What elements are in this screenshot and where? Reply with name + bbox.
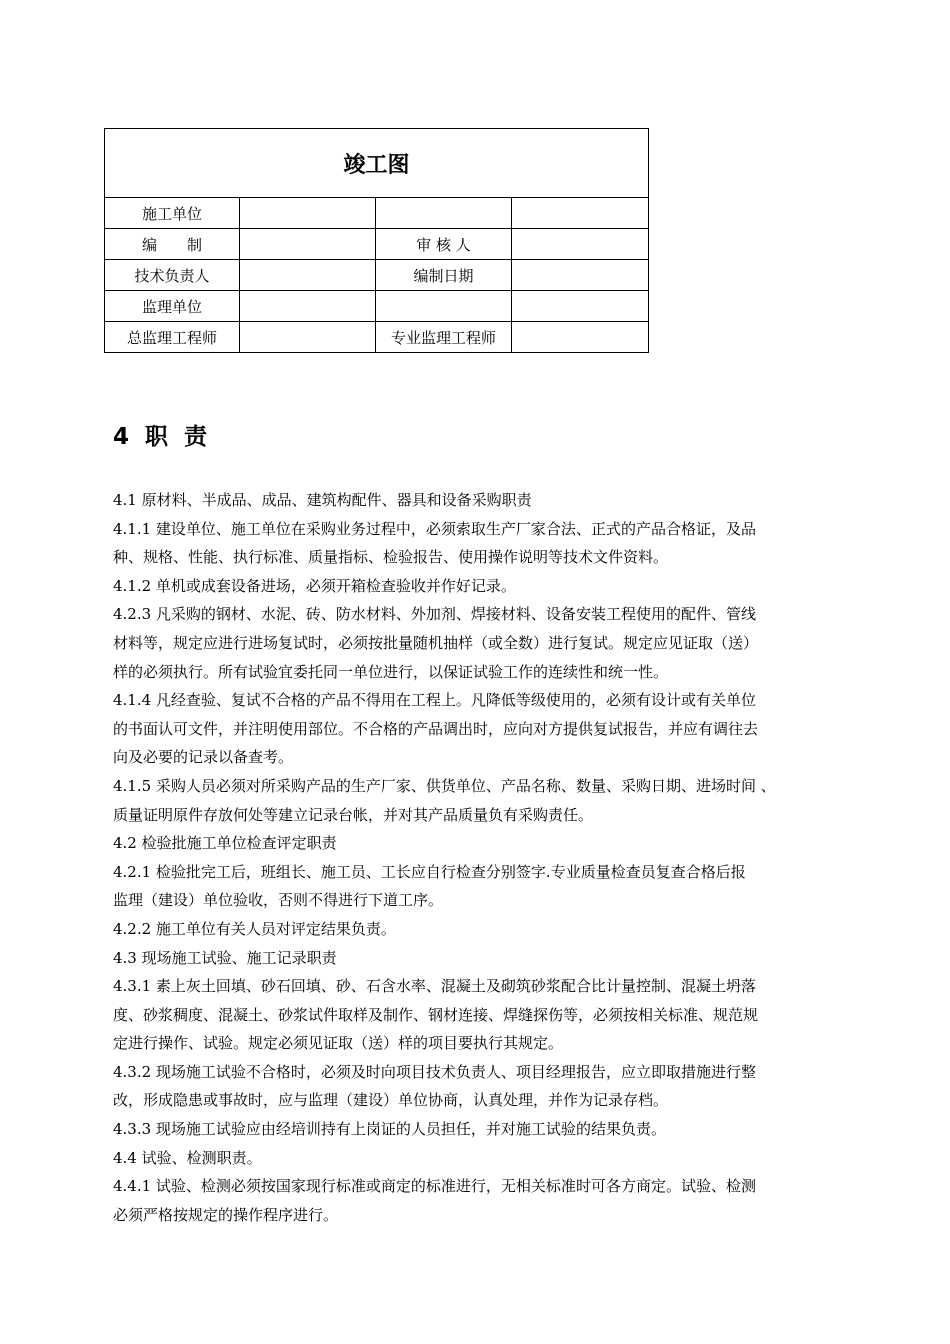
paragraph-line: 材料等，规定应进行进场复试时，必须按批量随机抽样（或全数）进行复试。规定应见证取（送） <box>113 633 759 652</box>
paragraph-line: 度、砂浆稠度、混凝土、砂浆试件取样及制作、钢材连接、焊缝探伤等，必须按相关标准、规范规 <box>113 1005 759 1024</box>
form-cell-value <box>512 229 649 260</box>
paragraph-line: 样的必须执行。所有试验宜委托同一单位进行，以保证试验工作的连续性和统一性。 <box>113 662 669 681</box>
form-row-construction-unit <box>105 198 649 229</box>
form-row-technical-lead <box>105 260 649 291</box>
paragraph-line: 4.1 原材料、半成品、成品、建筑构配件、器具和设备采购职责 <box>113 491 532 509</box>
form-cell-value <box>240 198 376 229</box>
form-cell-label <box>376 291 512 322</box>
form-label-compiler: 编 制 <box>105 229 240 260</box>
form-label-compile-date: 编制日期 <box>376 260 512 291</box>
form-cell-value <box>512 198 649 229</box>
form-label-reviewer: 审 核 人 <box>376 229 512 260</box>
form-row-chief-engineer <box>105 322 649 353</box>
paragraph-line: 4.3.2 现场施工试验不合格时，必须及时向项目技术负责人、项目经理报告，应立即取措施进行整 <box>113 1062 756 1081</box>
section-body <box>113 486 853 1229</box>
form-label-chief-engineer: 总监理工程师 <box>105 322 240 353</box>
paragraph-line: 监理（建设）单位验收，否则不得进行下道工序。 <box>113 891 444 910</box>
form-row-supervision-unit <box>105 291 649 322</box>
form-label-specialist-engineer: 专业监理工程师 <box>376 322 512 353</box>
form-cell-value <box>512 291 649 322</box>
paragraph-line: 4.2 检验批施工单位检查评定职责 <box>113 834 337 853</box>
paragraph-line: 定进行操作、试验。规定必须见证取（送）样的项目要执行其规定。 <box>113 1034 564 1053</box>
form-label-technical-lead: 技术负责人 <box>105 260 240 291</box>
paragraph-line: 向及必要的记录以备查考。 <box>113 748 294 767</box>
form-cell-value <box>240 260 376 291</box>
form-label-construction-unit: 施工单位 <box>105 198 240 229</box>
form-row-compiler <box>105 229 649 260</box>
paragraph-line: 4.2.2 施工单位有关人员对评定结果负责。 <box>113 919 396 938</box>
form-cell-value <box>240 322 376 353</box>
paragraph-line: 4.1.1 建设单位、施工单位在采购业务过程中，必须索取生产厂家合法、正式的产品合格证，及品 <box>113 519 756 538</box>
completion-drawing-form <box>104 128 649 353</box>
paragraph-line: 4.4.1 试验、检测必须按国家现行标准或商定的标准进行，无相关标准时可各方商定。试验、检测 <box>113 1177 756 1196</box>
paragraph-line: 改，形成隐患或事故时，应与监理（建设）单位协商，认真处理，并作为记录存档。 <box>113 1091 669 1110</box>
paragraph-line: 的书面认可文件，并注明使用部位。不合格的产品调出时，应向对方提供复试报告，并应有调往去 <box>113 719 759 738</box>
section-heading: 4 职 责 <box>113 424 212 450</box>
form-cell-value <box>240 229 376 260</box>
paragraph-line: 4.1.4 凡经查验、复试不合格的产品不得用在工程上。凡降低等级使用的，必须有设计或有关单位 <box>113 691 756 710</box>
paragraph-line: 4.3.3 现场施工试验应由经培训持有上岗证的人员担任，并对施工试验的结果负责。 <box>113 1120 666 1139</box>
paragraph-line: 4.2.3 凡采购的钢材、水泥、砖、防水材料、外加剂、焊接材料、设备安装工程使用的配件、管线 <box>113 605 756 624</box>
form-cell-value <box>512 322 649 353</box>
form-cell-value <box>512 260 649 291</box>
paragraph-line: 4.2.1 检验批完工后，班组长、施工员、工长应自行检查分别签字.专业质量检查员复查合格后报 <box>113 862 746 881</box>
form-title-row <box>105 129 649 198</box>
paragraph-line: 必须严格按规定的操作程序进行。 <box>113 1205 339 1224</box>
paragraph-line: 4.3 现场施工试验、施工记录职责 <box>113 948 337 967</box>
form-cell-value <box>240 291 376 322</box>
paragraph-line: 质量证明原件存放何处等建立记录台帐，并对其产品质量负有采购责任。 <box>113 805 594 824</box>
form-cell-label <box>376 198 512 229</box>
paragraph-line: 4.1.5 采购人员必须对所采购产品的生产厂家、供货单位、产品名称、数量、采购日期、进场时间 、 <box>113 776 776 795</box>
form-title: 竣工图 <box>105 129 649 198</box>
paragraph-line: 4.3.1 素上灰土回填、砂石回填、砂、石含水率、混凝土及砌筑砂浆配合比计量控制、混凝土坍落 <box>113 977 756 996</box>
form-label-supervision-unit: 监理单位 <box>105 291 240 322</box>
paragraph-line: 4.1.2 单机或成套设备进场，必须开箱检查验收并作好记录。 <box>113 576 516 595</box>
paragraph-line: 种、规格、性能、执行标准、质量指标、检验报告、使用操作说明等技术文件资料。 <box>113 548 669 567</box>
paragraph-line: 4.4 试验、检测职责。 <box>113 1148 262 1167</box>
